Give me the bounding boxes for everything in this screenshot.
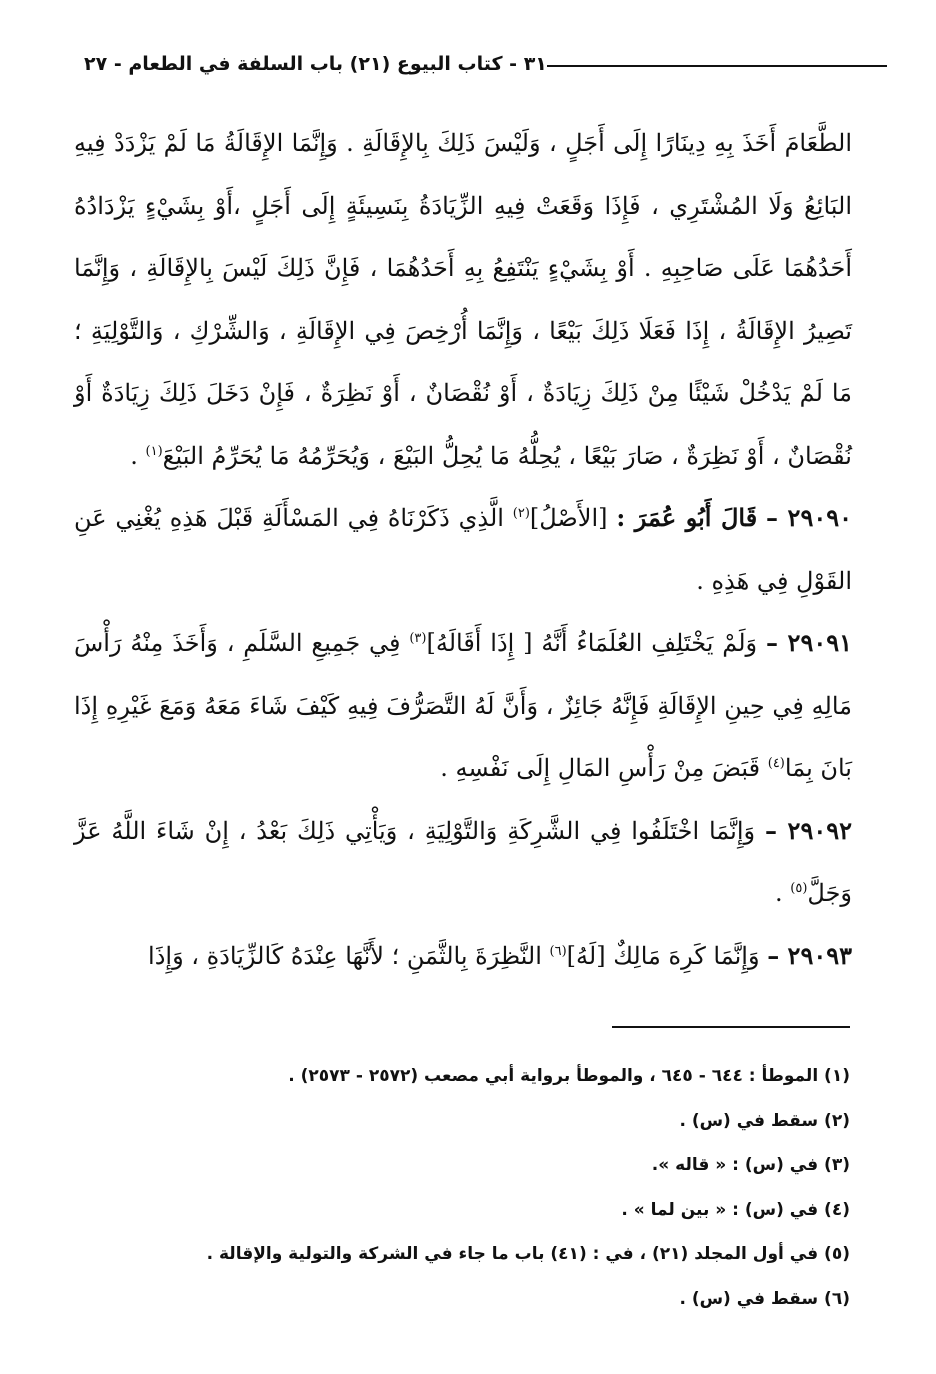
text-line: صَارَ بَيْعًا ، يُحِلُّهُ مَا يُحِلُّ البَيْعَ ، وَيُحَرِّمُهُ مَا يُحَرِّمُ البَيْعَ (162, 441, 664, 470)
paragraph-text: وَإِنَّمَا اخْتَلَفُوا فِي الشَّرِكَةِ وَالتَّوْلِيَةِ ، وَيَأْتِي ذَلِكَ بَعْدُ ، إِنْ شَاءَ اللَّهُ عَزَّ وَجَلَّ (74, 816, 852, 907)
footnote-reference: (٣) (409, 631, 427, 646)
text-line: وَلَا المُشْتَرِي ، فَإِذَا وَقَعَتْ فِيهِ الزِّيَادَةُ بِنَسِيئَةٍ إِلَى أَجَلٍ ،أَوْ بِشَيْءٍ يَزْدَادُهُ أَحَدُهُمَا عَلَى (74, 191, 852, 282)
paragraph-text: وَإِنَّمَا كَرِهَ مَالِكٌ [لَهُ] (566, 941, 760, 970)
text-line: إِذَا فَعَلَا ذَلِكَ بَيْعًا ، وَإِنَّمَا أُرْخِصَ فِي الإِقَالَةِ ، وَالشِّرْكِ ، وَالتَّوْلِيَةِ ؛ مَا لَمْ يَدْخُلْ شَيْئًا (74, 316, 852, 407)
paragraph-continuation (74, 112, 852, 487)
main-text (74, 112, 852, 987)
speaker-label: قَالَ أَبُو عُمَرَ : (616, 503, 758, 532)
running-header (70, 50, 856, 78)
paragraph-text: . (774, 879, 783, 907)
paragraph-29093 (74, 925, 852, 988)
running-header-title: ٣١ - كتاب البيوع (٢١) باب السلفة في الطعام - ٢٧ (84, 53, 547, 75)
footnote-1: (١) الموطأ : ٦٤٤ - ٦٤٥ ، والموطأ برواية أبي مصعب (٢٥٧٢ - ٢٥٧٣) . (288, 1066, 850, 1086)
footnote-3: (٣) في (س) : « قاله ». (651, 1155, 850, 1175)
header-rule (547, 65, 887, 67)
paragraph-text: النَّظِرَةَ بِالثَّمَنِ ؛ لأَنَّهَا عِنْدَهُ كَالزِّيَادَةِ ، وَإِذَا (148, 941, 542, 970)
paragraph-text: وَلَمْ يَخْتَلِفِ العُلَمَاءُ أَنَّهُ [ إِذَا أَقَالَهُ] (426, 629, 758, 657)
footnote-4: (٤) في (س) : « بين لما » . (621, 1199, 850, 1220)
paragraph-text: [الأَصْلُ] (529, 504, 608, 532)
footnote-reference: (٦) (549, 943, 567, 959)
paragraph-number: ٢٩٠٩٣ – (767, 940, 852, 970)
footnote-2: (٢) سقط في (س) . (679, 1110, 850, 1131)
footnotes (200, 1054, 850, 1321)
paragraph-text: قَبَضَ مِنْ رَأْسِ المَالِ إِلَى نَفْسِهِ . (440, 754, 761, 782)
paragraph-29090 (74, 487, 852, 612)
text-line: مِنْ ذَلِكَ زِيَادَةٌ ، أَوْ نُقْصَانٌ ، أَوْ نَظِرَةٌ ، فَإِنْ دَخَلَ ذَلِكَ زِيَادَةٌ أَوْ نُقْصَانٌ ، أَوْ نَظِرَةٌ ، (74, 379, 852, 470)
paragraph-text: فِي جَمِيعِ السَّلَمِ ، وَأَخَذَ مِنْهُ رَأْسَ مَالِهِ فِي حِينِ الإِقَالَةِ فَإِنَّهُ جَائِزٌ ، وَأَنَّ لَهُ التَّصَرُّفَ فِيهِ كَيْفَ شَاءَ مَعَهُ وَمَعَ غَيْرِهِ إِذَا بَانَ بِمَا (74, 629, 852, 782)
footnote-separator (612, 1026, 850, 1028)
footnote-reference: (٢) (512, 506, 530, 521)
footnote-5: (٥) في أول المجلد (٢١) ، في : (٤١) باب ما جاء في الشركة والتولية والإقالة . (206, 1244, 850, 1264)
paragraph-text: الَّذِي ذَكَرْنَاهُ فِي المَسْأَلَةِ قَبْلَ هَذِهِ يُغْنِي عَنِ القَوْلِ فِي هَذِهِ . (74, 504, 852, 595)
paragraph-29092 (74, 800, 852, 925)
footnote-reference: (٥) (790, 881, 808, 896)
footnote-reference: (٤) (767, 756, 785, 771)
text-line: الطَّعَامَ أَخَذَ بِهِ دِينَارًا إِلَى أَجَلٍ ، وَلَيْسَ ذَلِكَ بِالإِقَالَةِ . وَإِنَّمَا الإِقَالَةُ مَا لَمْ يَزْدَدْ فِيهِ البَائِعُ (74, 129, 852, 220)
footnote-6: (٦) سقط في (س) . (679, 1288, 850, 1309)
paragraph-number: ٢٩٠٩١ – (765, 628, 852, 657)
paragraph-29091 (74, 612, 852, 800)
paragraph-number: ٢٩٠٩٢ – (764, 815, 852, 845)
footnote-reference: (١) (145, 443, 163, 459)
paragraph-number: ٢٩٠٩٠ – (766, 503, 852, 532)
text-period: . (130, 441, 138, 470)
text-line: صَاحِبِهِ . أَوْ بِشَيْءٍ يَنْتَفِعُ بِهِ أَحَدُهُمَا ، فَإِنَّ ذَلِكَ لَيْسَ بِالإِقَالَةِ ، وَإِنَّمَا تَصِيرُ الإِقَالَةُ ، (74, 254, 852, 345)
